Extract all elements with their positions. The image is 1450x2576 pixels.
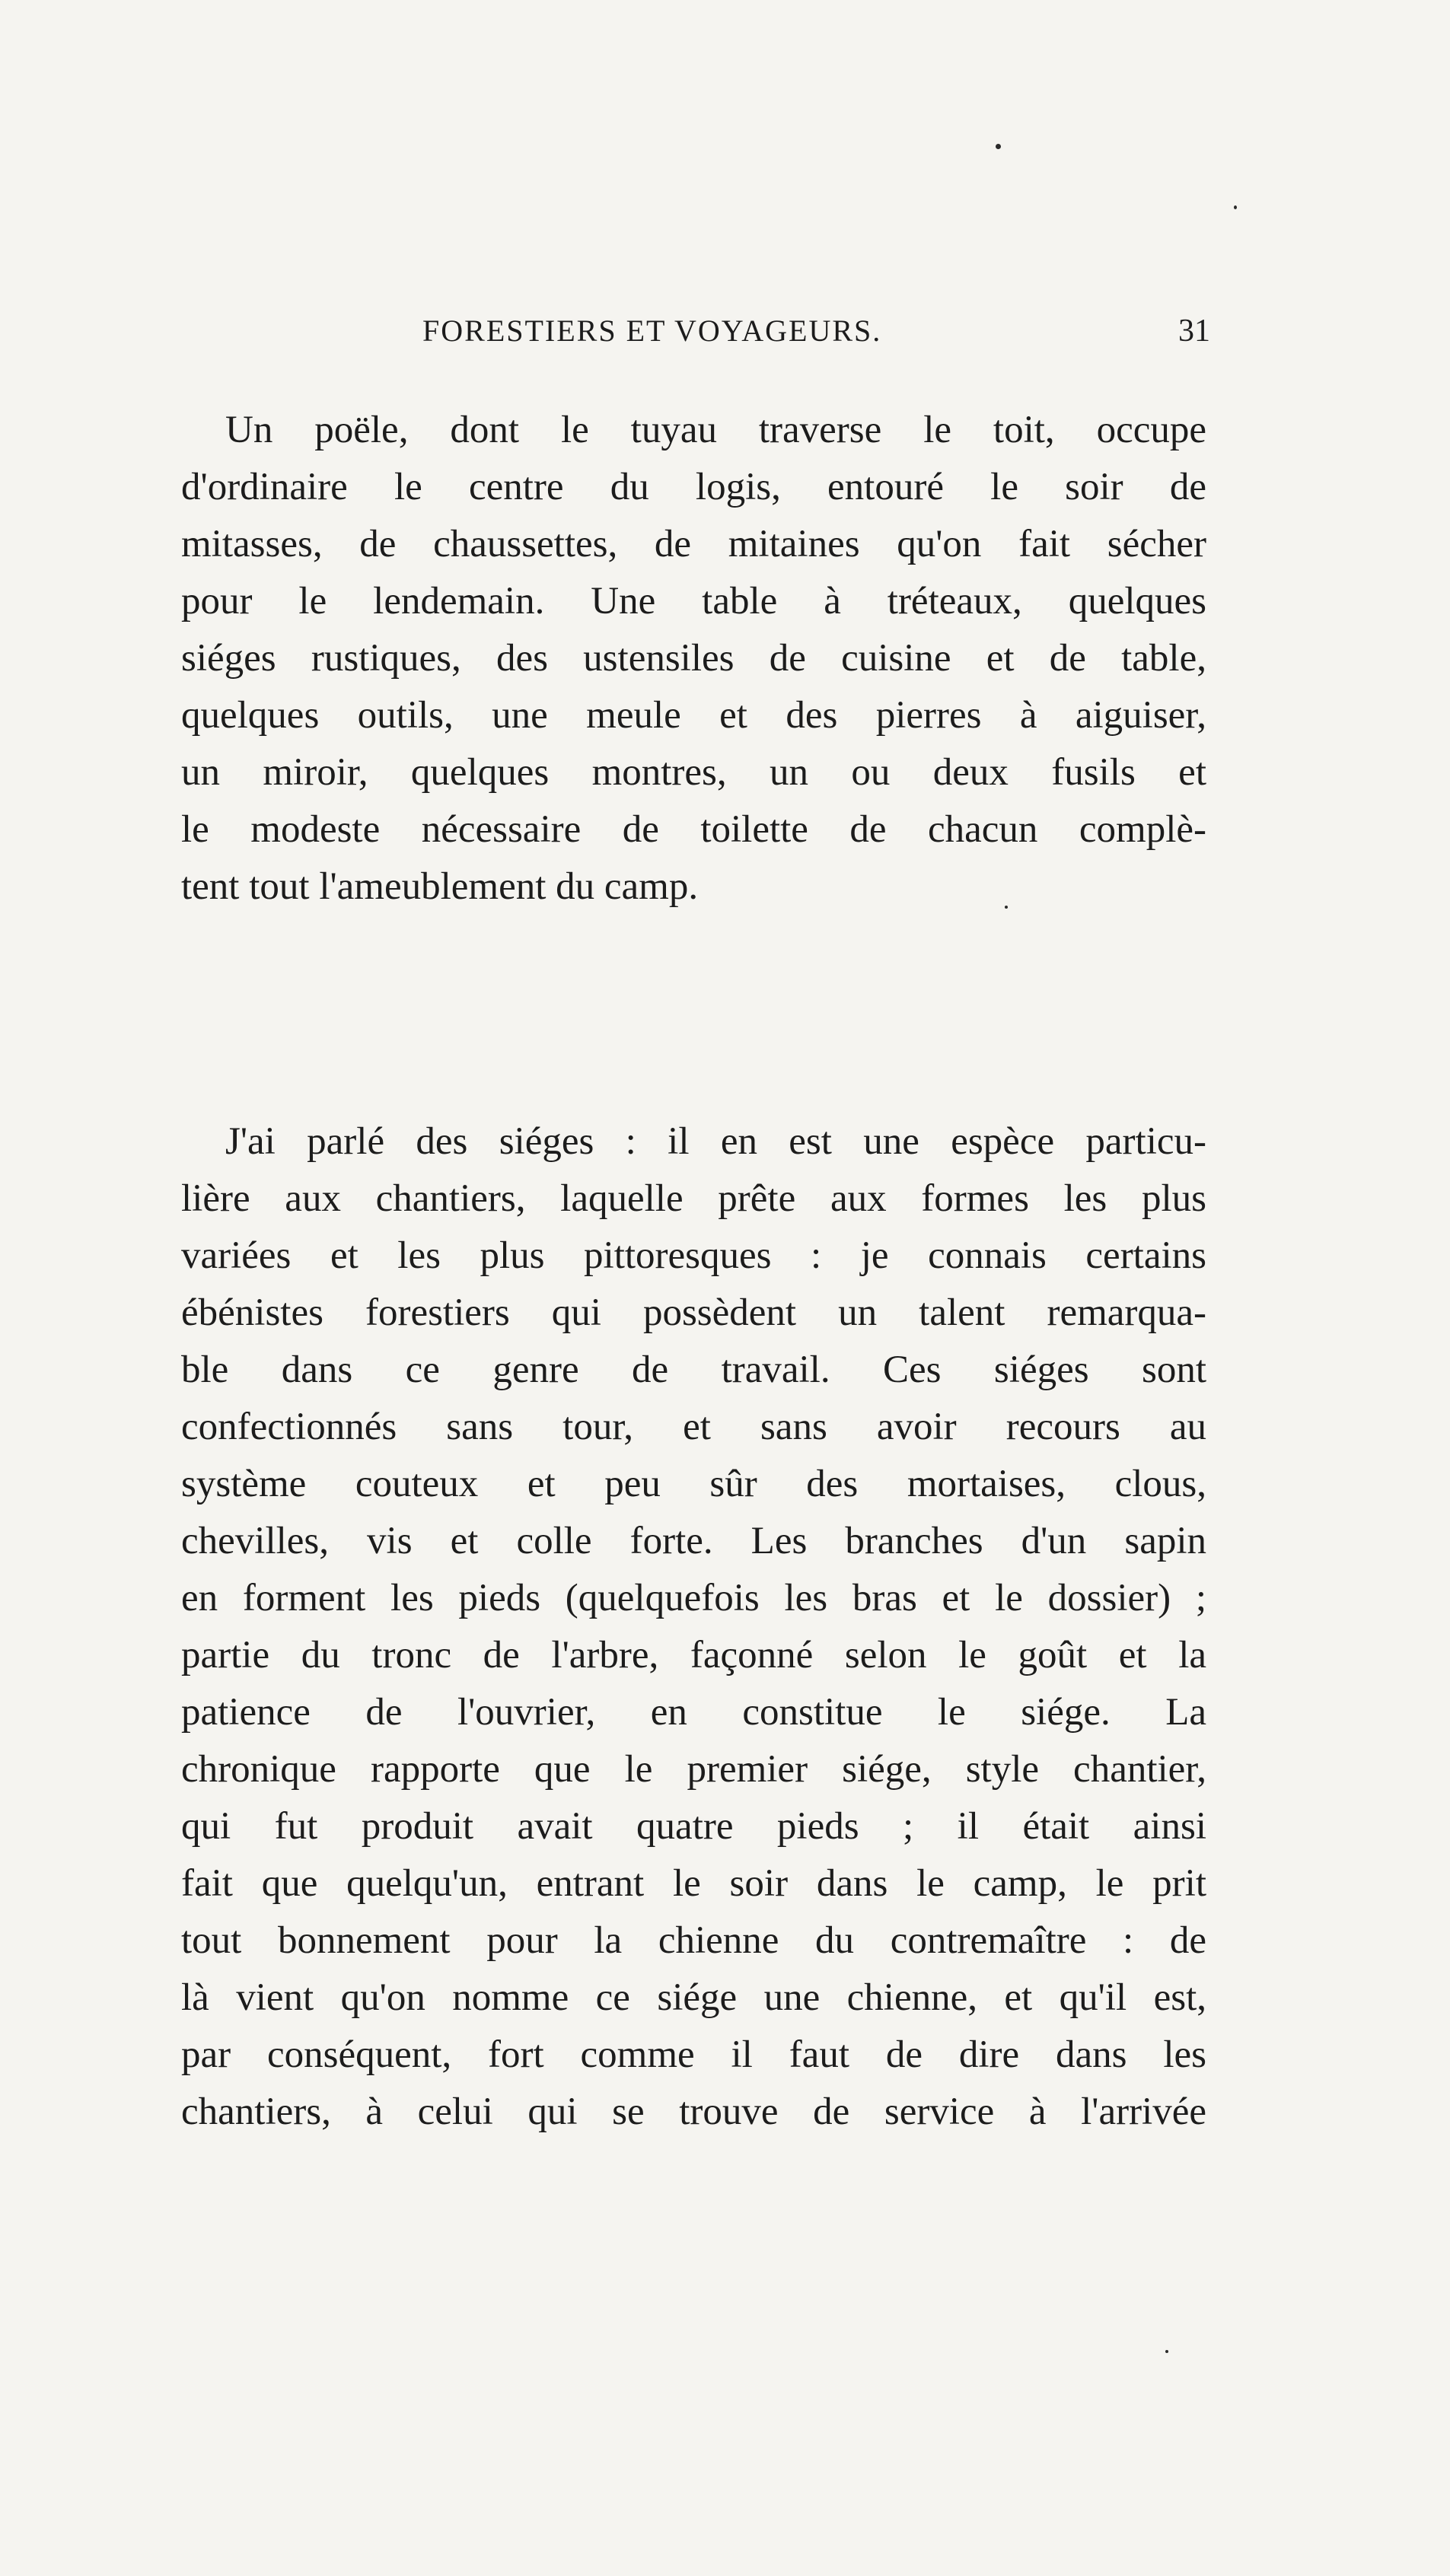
text-line: pour le lendemain. Une table à tréteaux, quelques	[181, 580, 1206, 623]
running-head: FORESTIERS ET VOYAGEURS.	[422, 314, 882, 348]
page-header	[422, 308, 1210, 354]
ink-speck	[996, 144, 1001, 149]
text-line: patience de l'ouvrier, en constitue le siége. La	[181, 1691, 1206, 1734]
text-line: tout bonnement pour la chienne du contremaître : de	[181, 1919, 1206, 1962]
page-number: 31	[1178, 314, 1210, 349]
text-line: confectionnés sans tour, et sans avoir recours au	[181, 1406, 1206, 1448]
text-line: ébénistes forestiers qui possèdent un talent remarqua-	[181, 1291, 1206, 1334]
text-line: chronique rapporte que le premier siége, style chantier,	[181, 1748, 1206, 1791]
text-line: siéges rustiques, des ustensiles de cuisine et de table,	[181, 637, 1206, 680]
text-line: mitasses, de chaussettes, de mitaines qu'on fait sécher	[181, 523, 1206, 565]
text-line: variées et les plus pittoresques : je connais certains	[181, 1234, 1206, 1277]
text-line: là vient qu'on nomme ce siége une chienne, et qu'il est,	[181, 1976, 1206, 2019]
text-line: ble dans ce genre de travail. Ces siéges sont	[181, 1348, 1206, 1391]
text-line: fait que quelqu'un, entrant le soir dans le camp, le prit	[181, 1862, 1206, 1905]
ink-speck	[1165, 2350, 1168, 2353]
text-line: chevilles, vis et colle forte. Les branches d'un sapin	[181, 1520, 1206, 1562]
text-line: en forment les pieds (quelquefois les bras et le dossier) ;	[181, 1577, 1206, 1619]
text-line: lière aux chantiers, laquelle prête aux formes les plus	[181, 1177, 1206, 1220]
paragraph-2	[181, 1113, 1206, 2141]
text-line: d'ordinaire le centre du logis, entouré le soir de	[181, 466, 1206, 508]
text-line: J'ai parlé des siéges : il en est une espèce particu-	[225, 1120, 1206, 1163]
text-line: le modeste nécessaire de toilette de chacun complè-	[181, 808, 1206, 851]
text-line: Un poële, dont le tuyau traverse le toit, occupe	[225, 409, 1206, 451]
text-line: par conséquent, fort comme il faut de dire dans les	[181, 2033, 1206, 2076]
text-line: système couteux et peu sûr des mortaises, clous,	[181, 1463, 1206, 1505]
text-line: tent tout l'ameublement du camp.	[181, 865, 699, 908]
paragraph-1	[181, 402, 1206, 915]
ink-speck	[1234, 205, 1237, 209]
text-line: un miroir, quelques montres, un ou deux fusils et	[181, 751, 1206, 794]
text-line: quelques outils, une meule et des pierres à aiguiser,	[181, 694, 1206, 737]
text-line: partie du tronc de l'arbre, façonné selon le goût et la	[181, 1634, 1206, 1676]
text-line: qui fut produit avait quatre pieds ; il était ainsi	[181, 1805, 1206, 1848]
text-line: chantiers, à celui qui se trouve de service à l'arrivée	[181, 2090, 1206, 2133]
